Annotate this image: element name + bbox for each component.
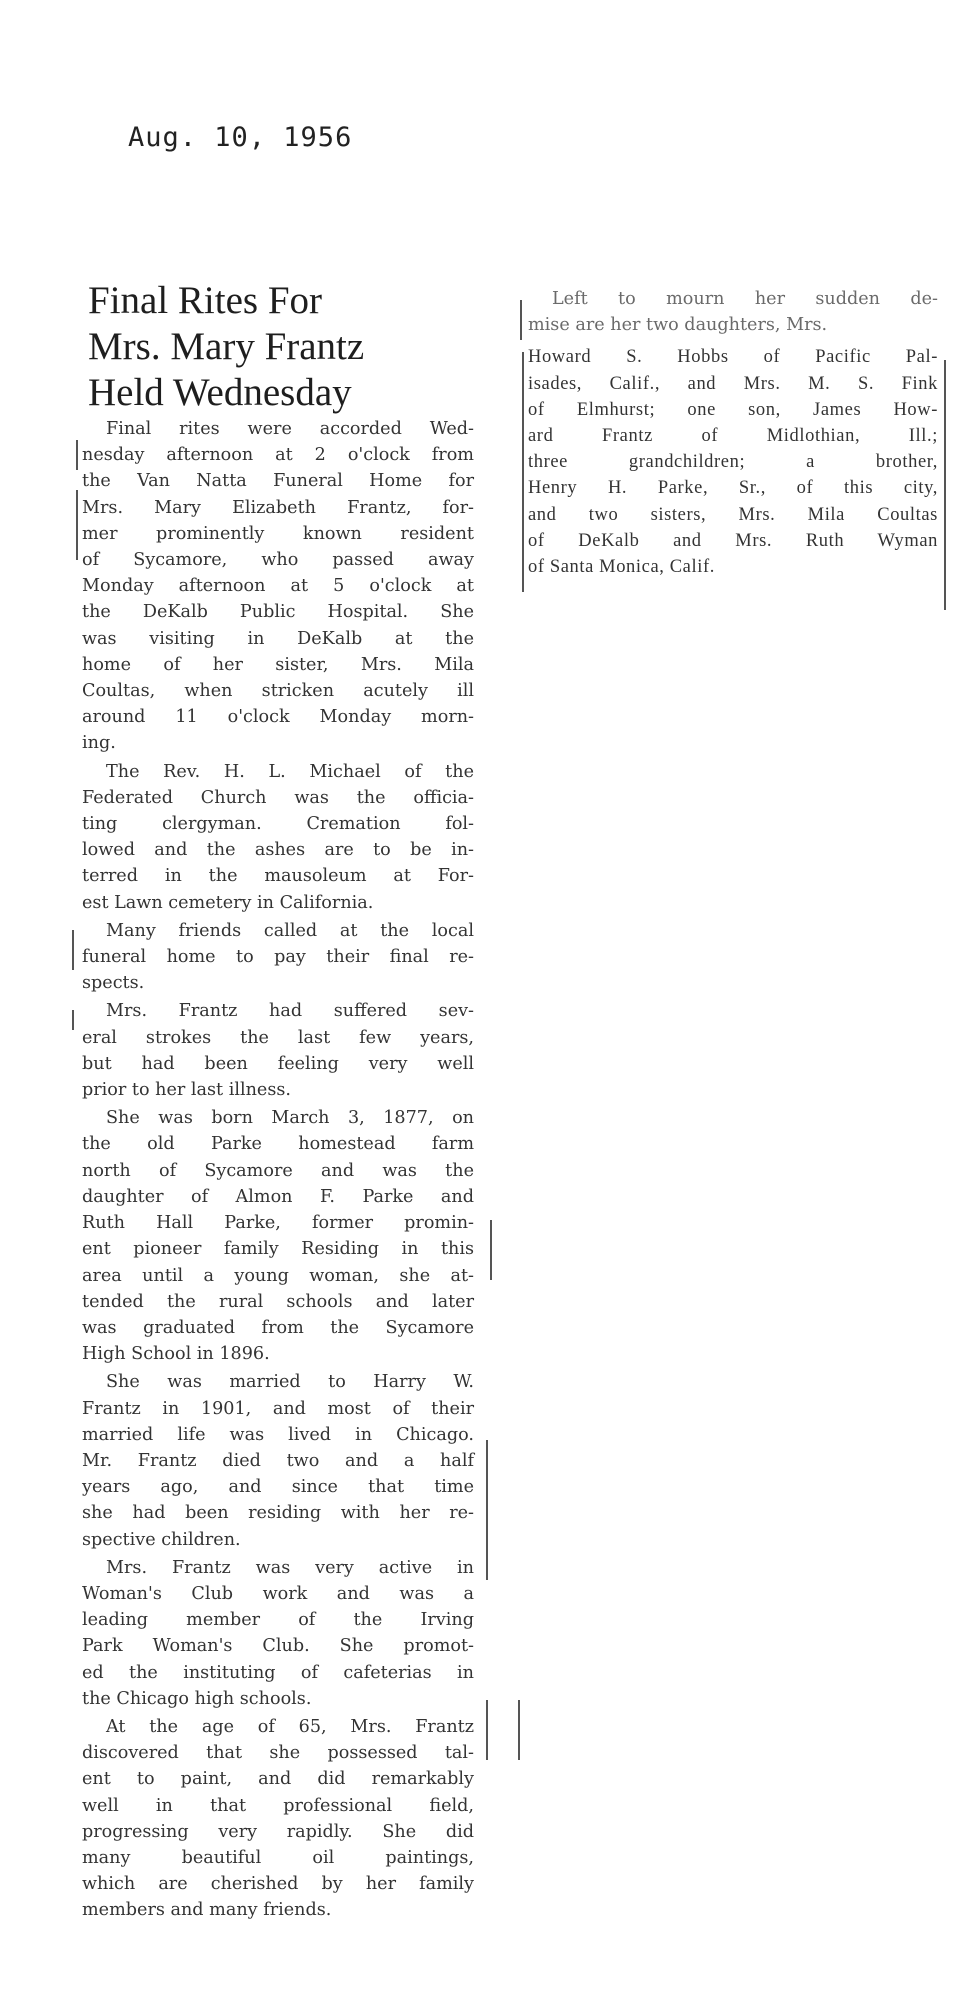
text-line: mise are her two daughters, Mrs. [528, 315, 828, 336]
text-line: ing. [82, 733, 116, 754]
text-line: High School in 1896. [82, 1344, 270, 1365]
text-line: ting clergyman. Cremation fol- [82, 814, 474, 835]
text-line: Federated Church was the officia- [82, 787, 474, 808]
text-line: but had been feeling very well [82, 1053, 474, 1074]
headline-line: Held Wednesday [88, 371, 352, 414]
text-line: Frantz in 1901, and most of their [82, 1398, 474, 1419]
text-line: married life was lived in Chicago. [82, 1424, 474, 1445]
text-line: Howard S. Hobbs of Pacific Pal- [528, 347, 938, 368]
text-line: daughter of Almon F. Parke and [82, 1186, 474, 1207]
column-rule [76, 490, 78, 520]
text-line: she had been residing with her re- [82, 1503, 474, 1524]
article-paragraph [82, 1555, 474, 1712]
text-line: many beautiful oil paintings, [82, 1847, 474, 1868]
text-line: of Santa Monica, Calif. [528, 557, 715, 578]
text-line: home of her sister, Mrs. Mila [82, 654, 474, 675]
text-line: which are cherished by her family [82, 1874, 474, 1895]
text-line: of Sycamore, who passed away [82, 550, 474, 571]
text-line: Park Woman's Club. She promot- [82, 1636, 474, 1657]
text-line: funeral home to pay their final re- [82, 947, 474, 968]
article-paragraph [82, 416, 474, 757]
text-line: Mr. Frantz died two and a half [82, 1450, 474, 1471]
text-line: Mrs. Mary Elizabeth Frantz, for- [82, 497, 474, 518]
text-line: years ago, and since that time [82, 1477, 474, 1498]
text-line: Final rites were accorded Wed- [106, 419, 474, 439]
text-line: Henry H. Parke, Sr., of this city, [528, 478, 938, 499]
column-rule [490, 1220, 492, 1280]
text-line: est Lawn cemetery in California. [82, 892, 374, 913]
text-line: leading member of the Irving [82, 1610, 474, 1631]
article-paragraph [82, 1369, 474, 1552]
article-right-column [528, 286, 938, 580]
text-line: prior to her last illness. [82, 1080, 291, 1101]
text-line: She was married to Harry W. [106, 1372, 474, 1393]
text-line: progressing very rapidly. She did [82, 1821, 474, 1842]
column-rule [486, 1440, 488, 1580]
text-line: the Chicago high schools. [82, 1688, 312, 1709]
column-rule [520, 300, 522, 340]
article-paragraph [82, 759, 474, 916]
text-line: ed the instituting of cafeterias in [82, 1662, 474, 1683]
text-line: Woman's Club work and was a [82, 1583, 474, 1604]
text-line: Monday afternoon at 5 o'clock at [82, 576, 474, 597]
text-line: was visiting in DeKalb at the [82, 628, 474, 649]
text-line: At the age of 65, Mrs. Frantz [106, 1716, 474, 1737]
text-line: area until a young woman, she at- [82, 1265, 474, 1286]
text-line: mer prominently known resident [82, 523, 474, 544]
headline [88, 278, 472, 416]
text-line: the old Parke homestead farm [82, 1134, 474, 1155]
paragraph-mourners-intro [528, 286, 938, 338]
column-rule [944, 360, 946, 610]
article-paragraph [82, 998, 474, 1103]
text-line: lowed and the ashes are to be in- [82, 840, 474, 861]
text-line: of Elmhurst; one son, James How- [528, 399, 938, 420]
text-line: Ruth Hall Parke, former promin- [82, 1213, 474, 1234]
article-paragraph [82, 918, 474, 997]
column-rule [76, 440, 78, 470]
text-line: discovered that she possessed tal- [82, 1743, 474, 1764]
text-line: terred in the mausoleum at For- [82, 866, 474, 887]
text-line: tended the rural schools and later [82, 1291, 474, 1312]
column-rule [76, 520, 78, 560]
article-left-column [82, 416, 474, 1926]
article-paragraph [82, 1714, 474, 1924]
text-line: around 11 o'clock Monday morn- [82, 707, 474, 728]
column-rule [72, 1010, 74, 1030]
text-line: Mrs. Frantz was very active in [106, 1557, 474, 1578]
column-rule [72, 930, 74, 970]
text-line: members and many friends. [82, 1900, 332, 1921]
text-line: ent pioneer family Residing in this [82, 1239, 474, 1260]
text-line: and two sisters, Mrs. Mila Coultas [528, 504, 938, 525]
text-line: Left to mourn her sudden de- [552, 289, 938, 309]
text-line: was graduated from the Sycamore [82, 1317, 474, 1338]
text-line: ent to paint, and did remarkably [82, 1769, 474, 1790]
text-line: north of Sycamore and was the [82, 1160, 474, 1181]
column-rule [522, 352, 524, 592]
column-rule [486, 1700, 488, 1760]
text-line: Many friends called at the local [106, 920, 474, 941]
text-line: She was born March 3, 1877, on [106, 1108, 474, 1129]
headline-line: Final Rites For [88, 279, 323, 322]
text-line: Coultas, when stricken acutely ill [82, 681, 474, 702]
headline-line: Mrs. Mary Frantz [88, 325, 365, 368]
text-line: Mrs. Frantz had suffered sev- [106, 1001, 474, 1022]
text-line: nesday afternoon at 2 o'clock from [82, 445, 474, 466]
text-line: spective children. [82, 1529, 241, 1550]
text-line: The Rev. H. L. Michael of the [106, 761, 474, 782]
text-line: isades, Calif., and Mrs. M. S. Fink [528, 373, 938, 394]
text-line: the Van Natta Funeral Home for [82, 471, 474, 492]
text-line: three grandchildren; a brother, [528, 452, 938, 473]
paragraph-survivors [528, 344, 938, 580]
text-line: spects. [82, 973, 145, 994]
text-line: eral strokes the last few years, [82, 1027, 474, 1048]
text-line: well in that professional field, [82, 1795, 474, 1816]
clipping-date: Aug. 10, 1956 [128, 122, 353, 153]
text-line: the DeKalb Public Hospital. She [82, 602, 474, 623]
text-line: of DeKalb and Mrs. Ruth Wyman [528, 530, 938, 551]
headline-block [72, 278, 472, 424]
column-rule [518, 1700, 520, 1760]
text-line: ard Frantz of Midlothian, Ill.; [528, 426, 938, 447]
article-paragraph [82, 1105, 474, 1367]
